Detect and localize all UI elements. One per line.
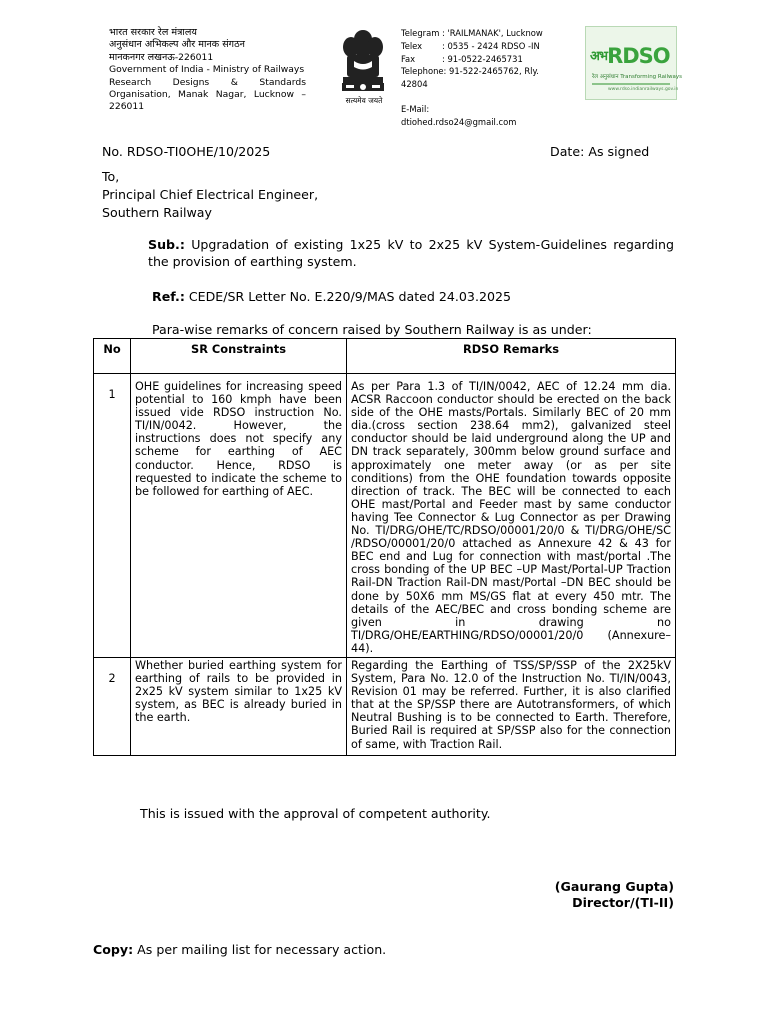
subject-label: Sub.: <box>148 237 185 252</box>
hindi-address-line: मानकनगर लखनऊ-226011 <box>109 51 214 63</box>
header-rdso-remarks: RDSO Remarks <box>347 339 676 374</box>
header-sr-constraints: SR Constraints <box>131 339 347 374</box>
letterhead-address <box>109 27 306 126</box>
table-row <box>94 657 676 755</box>
remarks-table <box>93 338 676 756</box>
copy-label: Copy: <box>93 942 134 957</box>
row-number: 1 <box>94 374 131 658</box>
telegram-line: Telegram : 'RAILMANAK', Lucknow <box>401 28 543 38</box>
letterhead-contact <box>401 27 566 129</box>
subject-line <box>148 236 674 270</box>
telephone-line: Telephone: 91-522-2465762, Rly. 42804 <box>401 66 539 90</box>
rdso-logo-divider <box>592 83 670 85</box>
to-label: To, <box>102 169 120 184</box>
approval-statement: This is issued with the approval of competent authority. <box>140 806 491 821</box>
english-ministry-line: Government of India - Ministry of Railways <box>109 64 305 76</box>
signatory-name: (Gaurang Gupta) <box>554 879 674 894</box>
email-label: E-Mail: <box>401 103 430 114</box>
rdso-logo-text: अभRDSO <box>590 44 670 68</box>
email-value[interactable]: dtiohed.rdso24@gmail.com <box>401 116 517 127</box>
header-no: No <box>94 339 131 374</box>
rdso-logo <box>585 26 683 100</box>
fax-line: Fax : 91-0522-2465731 <box>401 53 523 64</box>
copy-line <box>93 941 386 958</box>
subject-text: Upgradation of existing 1x25 kV to 2x25 kV System-Guidelines regarding the provision of earthing system. <box>148 237 674 269</box>
reference-label: Ref.: <box>152 289 185 304</box>
reference-text: CEDE/SR Letter No. E.220/9/MAS dated 24.03.2025 <box>184 289 511 304</box>
hindi-ministry-line: भारत सरकार रेल मंत्रालय <box>109 27 197 38</box>
table-header-row <box>94 339 676 374</box>
para-intro: Para-wise remarks of concern raised by Southern Railway is as under: <box>152 322 592 337</box>
letter-number: No. RDSO-TI0OHE/10/2025 <box>102 144 271 159</box>
addressee-block <box>102 168 318 222</box>
english-address-line: Research Designs & Standards Organisation, Manak Nagar, Lucknow – 226011 <box>109 76 306 113</box>
rdso-remark-cell: Regarding the Earthing of TSS/SP/SSP of the 2X25kV System, Para No. 12.0 of the Instruction No. TI/IN/0043, Revision 01 may be referred. Further, it is also clarified that at the SP/SSP there are Autotransformers, of which Neutral Bushing is to be connected to Earth. Therefore, Buried Rail is required at SP/SSP also for the connection of same, with Traction Rail. <box>347 657 676 755</box>
addressee-railway: Southern Railway <box>102 205 212 220</box>
reference-line <box>152 288 511 305</box>
rdso-remark-cell: As per Para 1.3 of TI/IN/0042, AEC of 12.24 mm dia. ACSR Raccoon conductor should be erected on the back side of the OHE masts/Portals. Similarly BEC of 20 mm dia.(cross section 238.64 mm2), galvanized steel conductor should be laid underground along the UP and DN track separately, 300mm below ground surface and approximately one meter away (or as per site conditions) from the OHE foundation towards opposite direction of track. The BEC will be connected to each OHE mast/Portal and Feeder mast by same conductor having Tee Connector & Lug Connector as per Drawing No. TI/DRG/OHE/TC/RDSO/00001/20/0 & TI/DRG/OHE/SC /RDSO/00001/20/0 attached as Annexure 42 & 43 for BEC end and Lug for connection with mast/portal .The cross bonding of the UP BEC –UP Mast/Portal-UP Traction Rail-DN Traction Rail-DN mast/Portal –DN BEC should be done by 50X6 mm MS/GS flat at every 450 mtr. The details of the AEC/BEC and cross bonding scheme are given in drawing no TI/DRG/OHE/EARTHING/RDSO/00001/20/0 (Annexure–44). <box>347 374 676 658</box>
sr-constraint-cell: Whether buried earthing system for earthing of rails to be provided in 2x25 kV system similar to 1x25 kV system, as BEC is already buried in the earth. <box>131 657 347 755</box>
hindi-organisation-line: अनुसंधान अभिकल्प और मानक संगठन <box>109 39 245 51</box>
telex-line: Telex : 0535 - 2424 RDSO -IN <box>401 40 540 51</box>
addressee-designation: Principal Chief Electrical Engineer, <box>102 187 319 202</box>
signature-block <box>555 879 674 911</box>
rdso-logo-tagline: रेल अनुसंधान Transforming Railways <box>592 74 683 80</box>
rdso-logo-url: www.rdso.indianrailways.gov.in <box>608 87 679 92</box>
sr-constraint-cell: OHE guidelines for increasing speed potential to 160 kmph have been issued vide RDSO instruction No. TI/IN/0042. However, the instructions does not specify any scheme for earthing of AEC conductor. Hence, RDSO is requested to indicate the scheme to be followed for earthing of AEC. <box>131 374 347 658</box>
row-number: 2 <box>94 657 131 755</box>
letter-date: Date: As signed <box>550 144 650 159</box>
table-row <box>94 374 676 658</box>
copy-text: As per mailing list for necessary action. <box>133 942 387 957</box>
signatory-designation: Director/(TI-II) <box>572 895 674 910</box>
emblem-motto: सत्यमेव जयते <box>345 96 383 105</box>
